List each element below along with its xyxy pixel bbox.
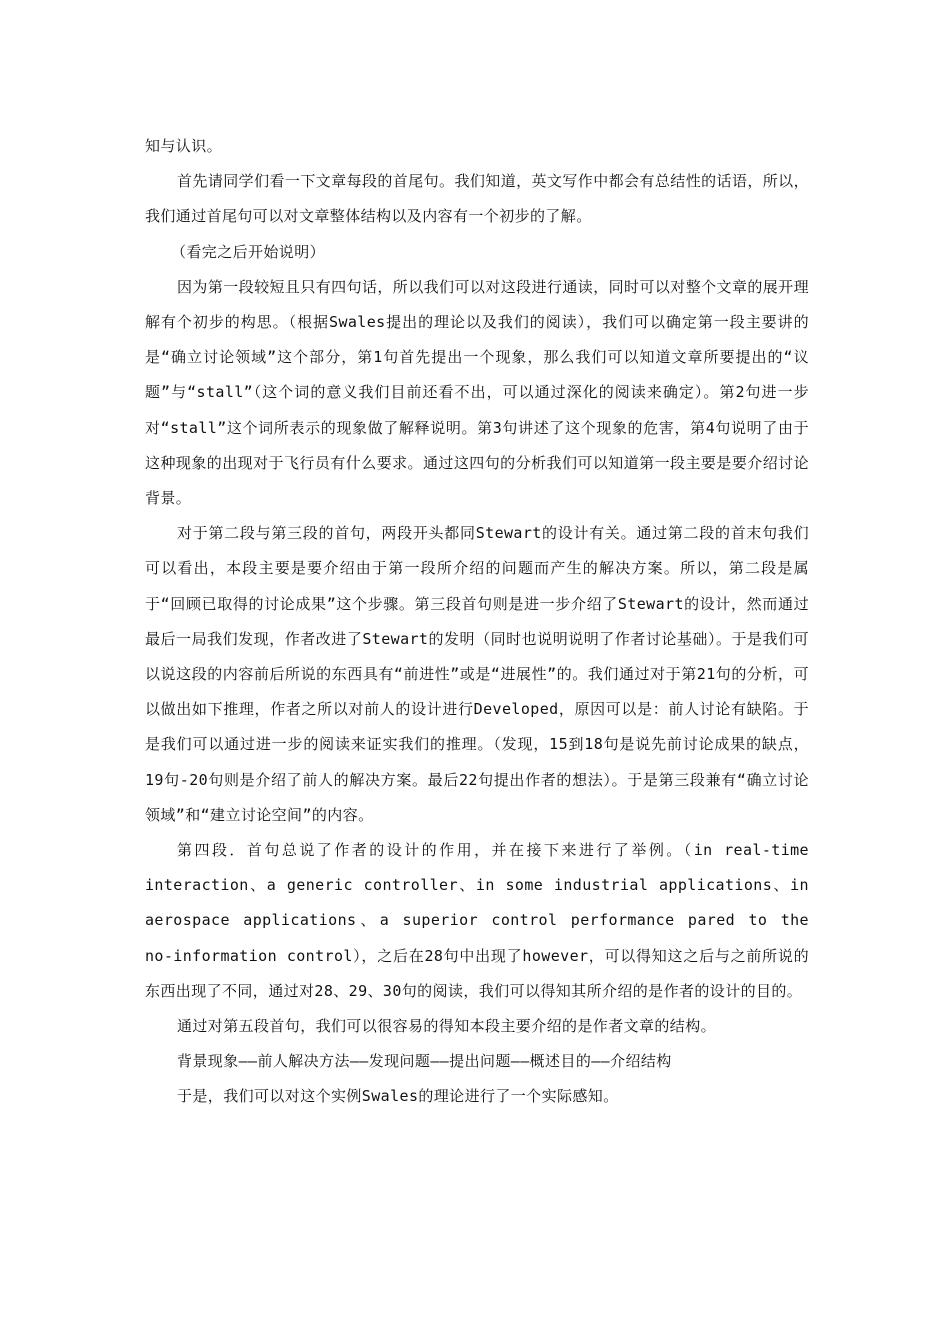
paragraph-first-section: 因为第一段较短且只有四句话，所以我们可以对这段进行通读，同时可以对整个文章的展开理解有个初步的构思。（根据Swales提出的理论以及我们的阅读），我们可以确定第一段主要讲的是“确立讨论领域”这个部分，第1句首先提出一个现象，那么我们可以知道文章所要提出的“议题”与“stall”（这个词的意义我们目前还看不出，可以通过深化的阅读来确定）。第2句进一步对“stall”这个词所表示的现象做了解释说明。第3句讲述了这个现象的危害，第4句说明了由于这种现象的出现对于飞行员有什么要求。通过这四句的分析我们可以知道第一段主要是要介绍讨论背景。 bbox=[145, 277, 809, 508]
paragraph-intro: 首先请同学们看一下文章每段的首尾句。我们知道，英文写作中都会有总结性的话语，所以，我们通过首尾句可以对文章整体结构以及内容有一个初步的了解。 bbox=[145, 172, 809, 226]
document-body bbox=[145, 129, 809, 1115]
paragraph-note: （看完之后开始说明） bbox=[171, 242, 326, 261]
paragraph-continuation: 知与认识。 bbox=[145, 137, 223, 155]
paragraph-conclusion: 于是，我们可以对这个实例Swales的理论进行了一个实际感知。 bbox=[177, 1087, 619, 1106]
paragraph-fifth-section: 通过对第五段首句，我们可以很容易的得知本段主要介绍的是作者文章的结构。 bbox=[177, 1017, 717, 1036]
paragraph-structure-summary: 背景现象——前人解决方法——发现问题——提出问题——概述目的——介绍结构 bbox=[177, 1052, 672, 1071]
paragraph-second-third-section: 对于第二段与第三段的首句，两段开头都同Stewart的设计有关。通过第二段的首末句我们可以看出，本段主要是要介绍由于第一段所介绍的问题而产生的解决方案。所以，第二段是属于“回顾已取得的讨论成果”这个步骤。第三段首句则是进一步介绍了Stewart的设计，然而通过最后一局我们发现，作者改进了Stewart的发明（同时也说明说明了作者讨论基础）。于是我们可以说这段的内容前后所说的东西具有“前进性”或是“进展性”的。我们通过对于第21句的分析，可以做出如下推理，作者之所以对前人的设计进行Developed，原因可以是：前人讨论有缺陷。于是我们可以通过进一步的阅读来证实我们的推理。（发现，15到18句是说先前讨论成果的缺点，19句-20句则是介绍了前人的解决方案。最后22句提出作者的想法）。于是第三段兼有“确立讨论领域”和“建立讨论空间”的内容。 bbox=[145, 524, 809, 824]
paragraph-fourth-section: 第四段．首句总说了作者的设计的作用，并在接下来进行了举例。（in real-time interaction、a generic controller、in some industrial applications、in aerospace applications、a superior control performance pared to the no-information control），之后在28句中出现了however，可以得知这之后与之前所说的东西出现了不同，通过对28、29、30句的阅读，我们可以得知其所介绍的是作者的设计的目的。 bbox=[145, 841, 809, 1000]
